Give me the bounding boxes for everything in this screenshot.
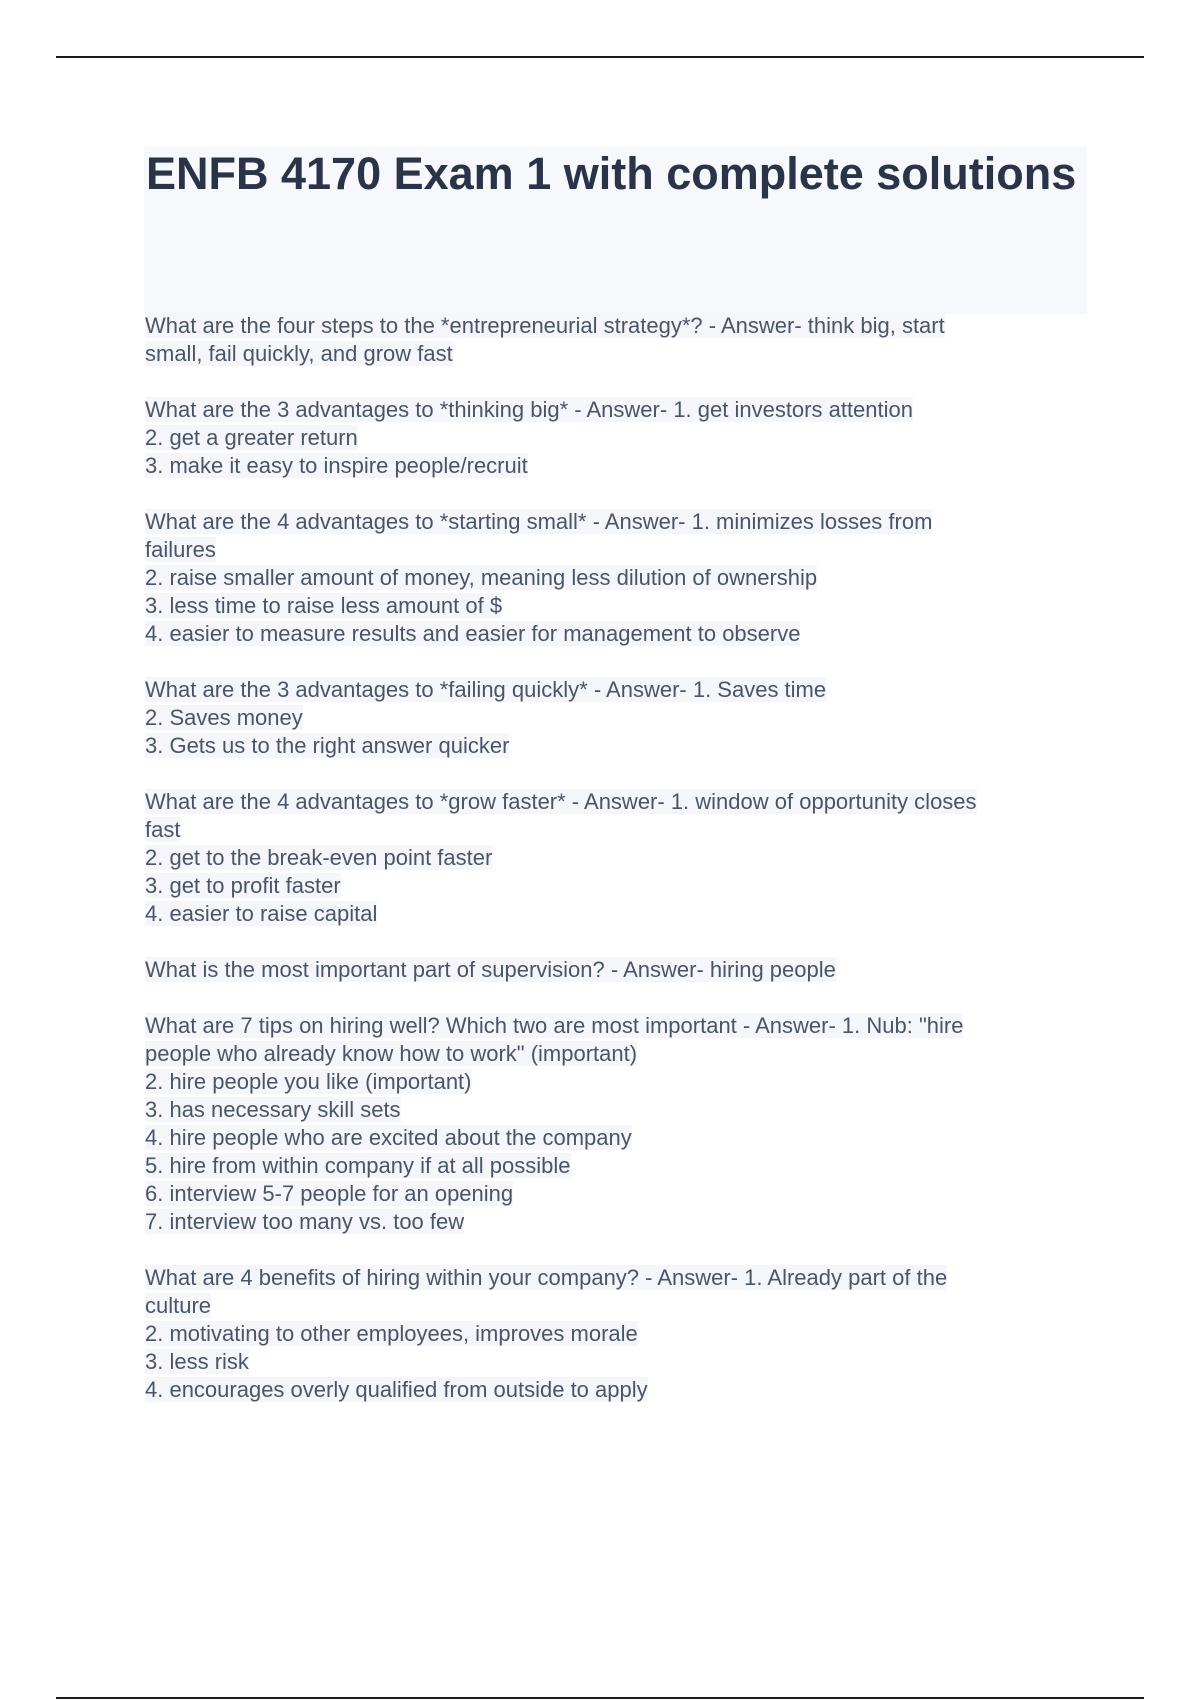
answer-line <box>145 1348 1085 1376</box>
bottom-rule <box>56 1697 1144 1699</box>
top-rule <box>56 56 1144 58</box>
answer-line <box>145 1208 1085 1236</box>
text-line: 3. less risk <box>145 1349 249 1374</box>
text-line: 2. hire people you like (important) <box>145 1069 472 1094</box>
answer-line <box>145 536 1085 564</box>
answer-line <box>145 424 1085 452</box>
text-line: people who already know how to work" (important) <box>145 1041 638 1066</box>
text-line: 4. easier to raise capital <box>145 901 378 926</box>
answer-line <box>145 452 1085 480</box>
question-line <box>145 788 1085 816</box>
qa-item <box>145 1264 1085 1404</box>
text-line: 4. encourages overly qualified from outside to apply <box>145 1377 648 1402</box>
question-line <box>145 396 1085 424</box>
text-line: What is the most important part of supervision? - Answer- hiring people <box>145 957 836 982</box>
question-line <box>145 956 1085 984</box>
answer-line <box>145 1096 1085 1124</box>
answer-line <box>145 340 1085 368</box>
text-line: 5. hire from within company if at all possible <box>145 1153 571 1178</box>
qa-item <box>145 1012 1085 1236</box>
question-line <box>145 508 1085 536</box>
answer-line <box>145 816 1085 844</box>
answer-line <box>145 1320 1085 1348</box>
qa-item <box>145 676 1085 760</box>
text-line: What are the 3 advantages to *failing quickly* - Answer- 1. Saves time <box>145 677 827 702</box>
answer-line <box>145 844 1085 872</box>
text-line: 6. interview 5-7 people for an opening <box>145 1181 514 1206</box>
text-line: culture <box>145 1293 212 1318</box>
question-line <box>145 1264 1085 1292</box>
qa-item <box>145 312 1085 368</box>
text-line: 3. Gets us to the right answer quicker <box>145 733 510 758</box>
text-line: 2. Saves money <box>145 705 303 730</box>
text-line: What are the four steps to the *entrepreneurial strategy*? - Answer- think big, start <box>145 313 945 338</box>
text-line: 3. make it easy to inspire people/recruit <box>145 453 528 478</box>
text-line: 7. interview too many vs. too few <box>145 1209 465 1234</box>
text-line: small, fail quickly, and grow fast <box>145 341 453 366</box>
text-line: 2. motivating to other employees, improves morale <box>145 1321 638 1346</box>
text-line: 2. get a greater return <box>145 425 358 450</box>
answer-line <box>145 592 1085 620</box>
text-line: 2. raise smaller amount of money, meaning less dilution of ownership <box>145 565 818 590</box>
answer-line <box>145 1040 1085 1068</box>
answer-line <box>145 1292 1085 1320</box>
answer-line <box>145 900 1085 928</box>
text-line: 4. hire people who are excited about the company <box>145 1125 632 1150</box>
title-block <box>144 146 1087 314</box>
text-line: fast <box>145 817 181 842</box>
qa-content <box>145 312 1085 1432</box>
text-line: 3. get to profit faster <box>145 873 341 898</box>
text-line: What are 4 benefits of hiring within your company? - Answer- 1. Already part of the <box>145 1265 948 1290</box>
question-line <box>145 312 1085 340</box>
answer-line <box>145 1180 1085 1208</box>
text-line: What are 7 tips on hiring well? Which two are most important - Answer- 1. Nub: "hire <box>145 1013 964 1038</box>
text-line: 3. has necessary skill sets <box>145 1097 401 1122</box>
page-title: ENFB 4170 Exam 1 with complete solutions <box>146 148 1077 199</box>
qa-item <box>145 508 1085 648</box>
text-line: What are the 3 advantages to *thinking big* - Answer- 1. get investors attention <box>145 397 914 422</box>
answer-line <box>145 564 1085 592</box>
answer-line <box>145 620 1085 648</box>
answer-line <box>145 732 1085 760</box>
answer-line <box>145 1068 1085 1096</box>
text-line: 3. less time to raise less amount of $ <box>145 593 503 618</box>
text-line: What are the 4 advantages to *starting small* - Answer- 1. minimizes losses from <box>145 509 933 534</box>
answer-line <box>145 1376 1085 1404</box>
answer-line <box>145 1124 1085 1152</box>
text-line: What are the 4 advantages to *grow faster* - Answer- 1. window of opportunity closes <box>145 789 977 814</box>
question-line <box>145 676 1085 704</box>
text-line: failures <box>145 537 216 562</box>
text-line: 2. get to the break-even point faster <box>145 845 493 870</box>
answer-line <box>145 704 1085 732</box>
qa-item <box>145 788 1085 928</box>
text-line: 4. easier to measure results and easier for management to observe <box>145 621 801 646</box>
answer-line <box>145 872 1085 900</box>
question-line <box>145 1012 1085 1040</box>
qa-item <box>145 396 1085 480</box>
answer-line <box>145 1152 1085 1180</box>
qa-item <box>145 956 1085 984</box>
